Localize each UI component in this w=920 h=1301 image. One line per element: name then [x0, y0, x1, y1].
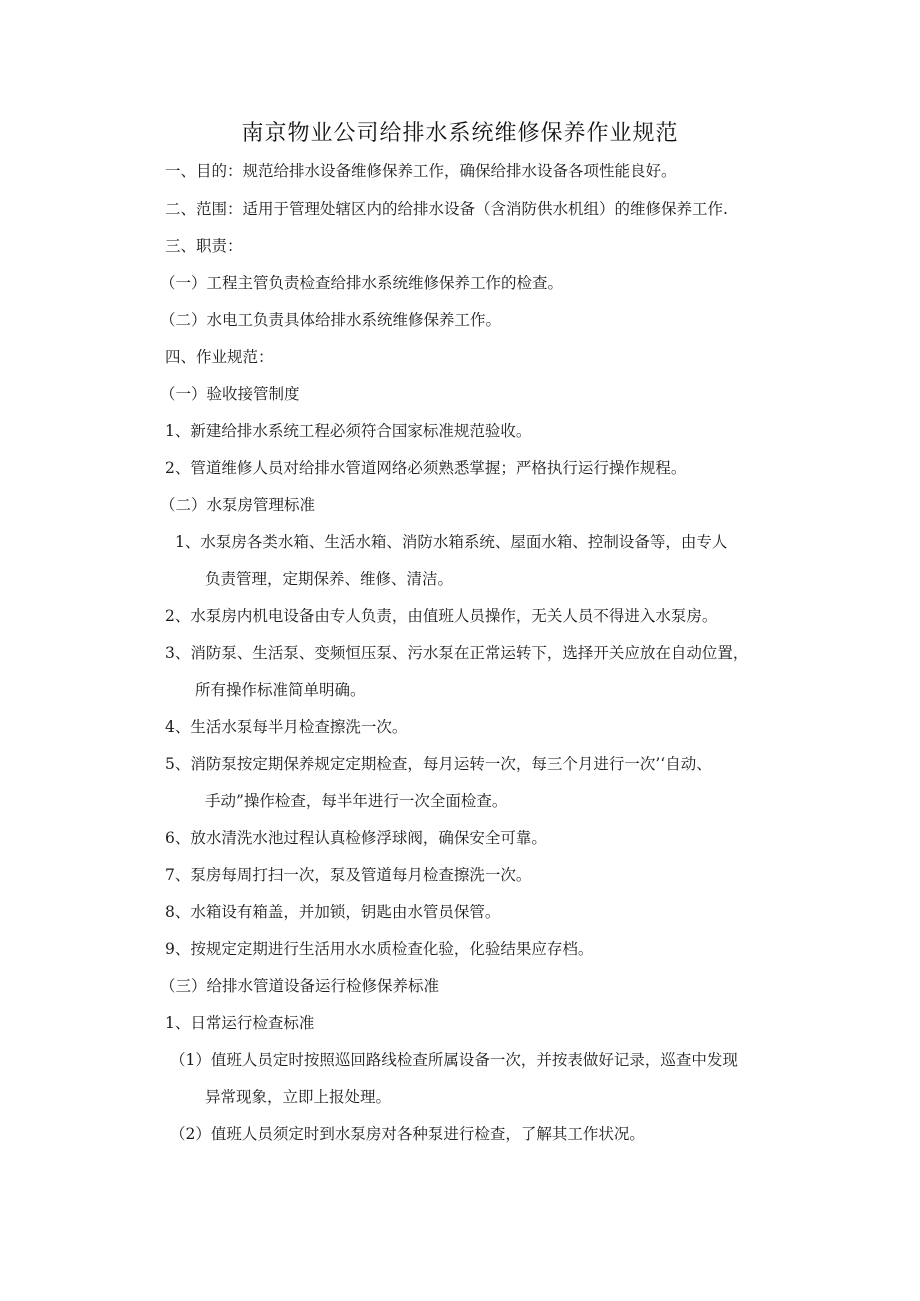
list-item: 3、消防泵、生活泵、变频恒压泵、污水泵在正常运转下，选择开关应放在自动位置， — [165, 644, 749, 662]
list-item-continuation: 异常现象，立即上报处理。 — [205, 1088, 392, 1106]
heading-duties: 三、职责： — [165, 237, 243, 255]
list-item: 6、放水清洗水池过程认真检修浮球阀，确保安全可靠。 — [165, 829, 547, 847]
subheading-pipeline-maintenance: （三）给排水管道设备运行检修保养标准 — [160, 977, 440, 995]
duty-item-1: （一）工程主管负责检查给排水系统维修保养工作的检查。 — [160, 274, 564, 292]
paragraph-purpose: 一、目的：规范给排水设备维修保养工作，确保给排水设备各项性能良好。 — [165, 162, 677, 180]
list-item: 2、管道维修人员对给排水管道网络必须熟悉掌握；严格执行运行操作规程。 — [165, 459, 687, 477]
list-item: 1、日常运行检查标准 — [165, 1014, 315, 1032]
list-item: 9、按规定定期进行生活用水水质检查化验，化验结果应存档。 — [165, 940, 594, 958]
list-item-continuation: 负责管理，定期保养、维修、清洁。 — [205, 570, 454, 588]
list-item: 2、水泵房内机电设备由专人负责，由值班人员操作，无关人员不得进入水泵房。 — [165, 607, 718, 625]
paragraph-scope: 二、范围：适用于管理处辖区内的给排水设备（含消防供水机组）的维修保养工作. — [165, 200, 728, 218]
list-item: 7、泵房每周打扫一次，泵及管道每月检查擦洗一次。 — [165, 866, 532, 884]
list-item: 1、新建给排水系统工程必须符合国家标准规范验收。 — [165, 422, 532, 440]
list-item: 5、消防泵按定期保养规定定期检查，每月运转一次，每三个月进行一次’‘自动、 — [165, 755, 712, 773]
heading-operating-standards: 四、作业规范： — [165, 348, 274, 366]
list-item: 8、水箱设有箱盖，并加锁，钥匙由水管员保管。 — [165, 903, 501, 921]
duty-item-2: （二）水电工负责具体给排水系统维修保养工作。 — [160, 311, 502, 329]
list-item: （1）值班人员定时按照巡回路线检查所属设备一次，并按表做好记录，巡查中发现 — [170, 1051, 738, 1069]
list-item-continuation: 所有操作标准简单明确。 — [195, 681, 366, 699]
list-item: （2）值班人员须定时到水泵房对各种泵进行检查，了解其工作状况。 — [170, 1125, 645, 1143]
list-item-continuation: 手动”操作检查，每半年进行一次全面检查。 — [205, 792, 508, 810]
list-item: 1、水泵房各类水箱、生活水箱、消防水箱系统、屋面水箱、控制设备等，由专人 — [175, 533, 728, 551]
subheading-pump-room: （二）水泵房管理标准 — [160, 496, 316, 514]
list-item: 4、生活水泵每半月检查擦洗一次。 — [165, 718, 408, 736]
subheading-acceptance: （一）验收接管制度 — [160, 385, 300, 403]
document-title: 南京物业公司给排水系统维修保养作业规范 — [241, 121, 679, 146]
